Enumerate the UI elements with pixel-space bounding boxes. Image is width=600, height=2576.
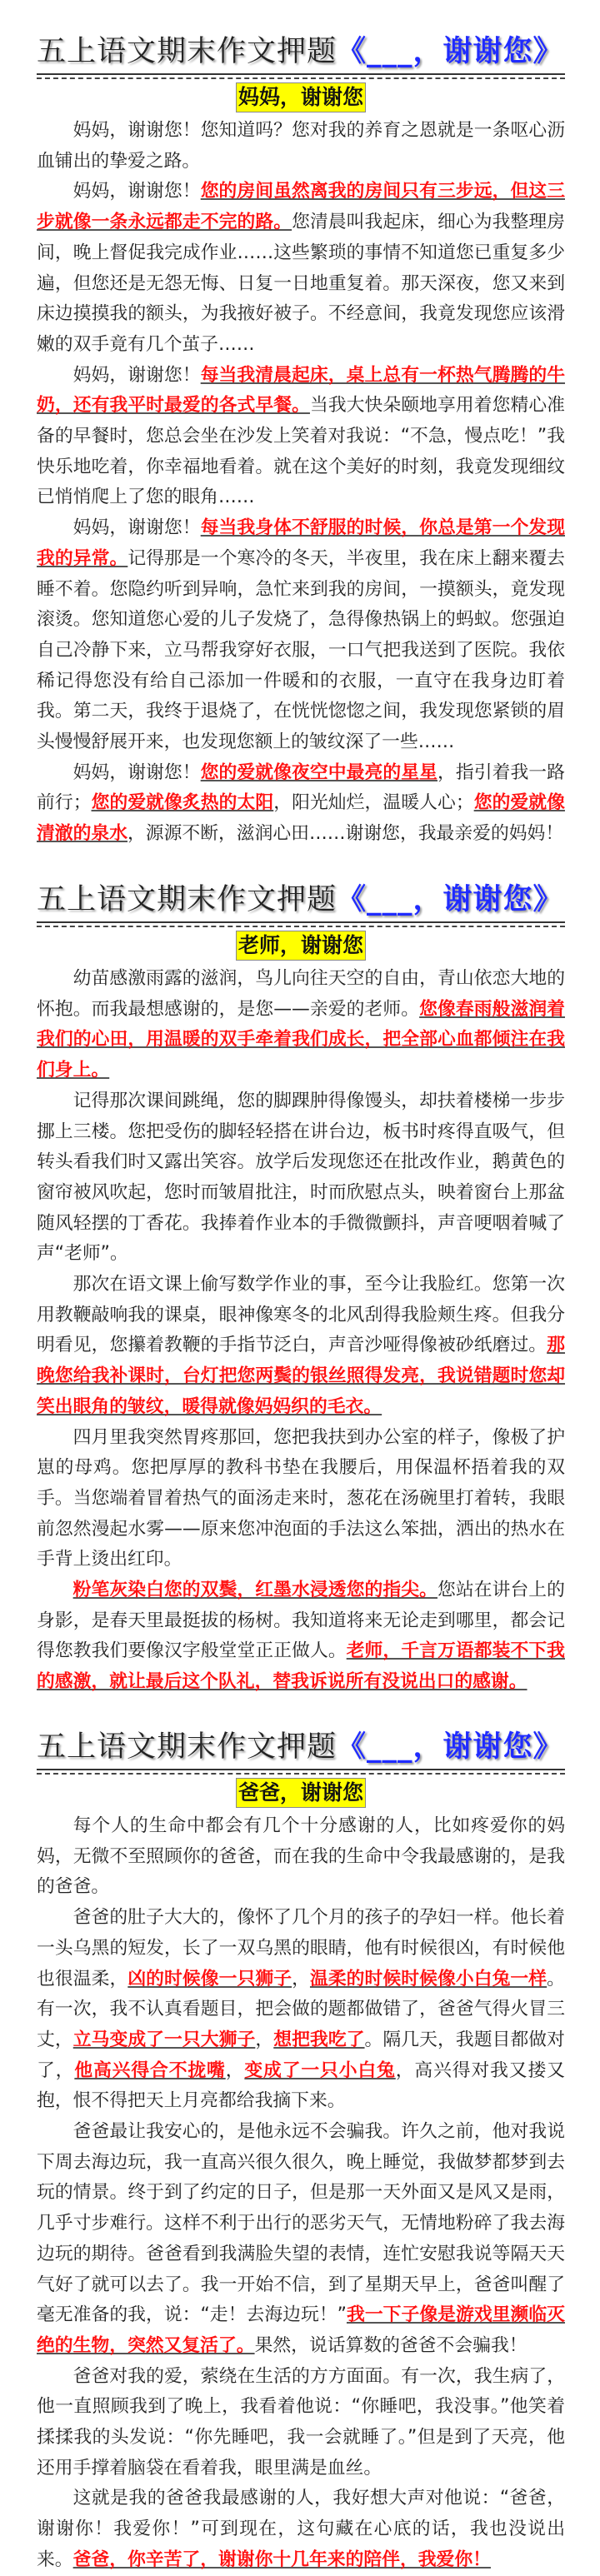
essay-body — [37, 1811, 565, 2576]
text-segment: ， — [225, 2059, 245, 2081]
title-prefix: 五上语文期末作文押题 — [37, 35, 338, 68]
title-topic: 《___，谢谢您》 — [337, 1730, 563, 1764]
highlighted-sentence: 我一下子像是游戏里濒临灭绝的生物，突然又复活了。 — [37, 2304, 565, 2356]
essay-section-mother — [37, 32, 565, 850]
text-segment: ，高兴得对我又搂又抱，恨不得把天上月亮都给我摘下来。 — [37, 2059, 565, 2112]
highlighted-sentence: 每当我清晨起床，桌上总有一杯热气腾腾的牛奶，还有我平时最爱的各式早餐。 — [37, 364, 565, 417]
text-segment: 妈妈，谢谢您！ — [72, 761, 201, 783]
essay-section-father — [37, 1727, 565, 2576]
title-prefix: 五上语文期末作文押题 — [37, 883, 338, 916]
text-segment: 那次在语文课上偷写数学作业的事，至今让我脸红。您第一次用教鞭敲响我的课桌，眼神像寒冬的北风刮得我脸颊生疼。但我分明看见，您攥着教鞭的手指节泛白，声音沙哑得像被砂纸磨过。 — [37, 1274, 565, 1356]
title-dashed-rule — [37, 77, 565, 79]
text-segment: ，源源不断，滋润心田……谢谢您，我最亲爱的妈妈！ — [128, 823, 564, 845]
text-segment: 果然，说话算数的爸爸不会骗我！ — [254, 2334, 528, 2356]
text-segment: ， — [255, 2029, 274, 2050]
highlighted-sentence: 想把我吃了 — [273, 2029, 365, 2050]
text-segment: 妈妈，谢谢您！ — [72, 364, 201, 386]
highlighted-sentence: 爸爸，你辛苦了，谢谢你十几年来的陪伴，我爱你！ — [72, 2549, 491, 2570]
text-segment: 。有一次，我不认真看题目，把会做的题都做错了，爸爸气得火冒三丈， — [37, 1968, 565, 2050]
text-segment: 。隔几天，我题目都做对了， — [37, 2029, 565, 2081]
essay-heading: 妈妈，谢谢您 — [236, 82, 366, 112]
title-rule — [37, 1769, 565, 1770]
paragraph — [37, 177, 565, 360]
page-title — [37, 880, 565, 920]
text-segment: 您站在讲台上的身影，是春天里最挺拔的杨树。我知道将来无论走到哪里，都会记得您教我们要像汉字般堂堂正正做人。 — [37, 1580, 565, 1662]
title-dashed-rule — [37, 926, 565, 927]
paragraph — [37, 2362, 565, 2484]
highlighted-sentence: 您像春雨般滋润着我们的心田，用温暖的双手牵着我们成长，把全部心血都倾注在我们身上。 — [37, 998, 565, 1081]
essay-heading: 老师，谢谢您 — [236, 931, 366, 961]
title-prefix: 五上语文期末作文押题 — [37, 1730, 338, 1764]
text-segment: 四月里我突然胃疼那回，您把我扶到办公室的样子，像极了护崽的母鸡。您把厚厚的教科书垫在我腰后，用保温杯捂着我的双手。当您端着冒着热气的面汤走来时，葱花在汤碗里打着转，我眼前忽然漫起水雾——原来您冲泡面的手法这么笨拙，洒出的热水在手背上烫出红印。 — [37, 1426, 565, 1570]
paragraph — [37, 2484, 565, 2575]
highlighted-sentence: 您的爱就像炙热的太阳 — [91, 792, 274, 814]
text-segment: 每个人的生命中都会有几个十分感谢的人，比如疼爱你的妈妈，无微不至照顾你的爸爸，而在我的生命中令我最感谢的，是我的爸爸。 — [37, 1815, 565, 1898]
text-segment: 记得那是一个寒冷的冬天，半夜里，我在床上翻来覆去睡不着。您隐约听到异响，急忙来到我的房间，一摸额头，竟发现滚烫。您知道您心爱的儿子发烧了，急得像热锅上的蚂蚁。您强迫自己冷静下来，立马帮我穿好衣服，一口气把我送到了医院。我依稀记得您没有给自己添加一件暖和的衣服，一直守在我身边盯着我。第二天，我终于退烧了，在恍恍惚惚之间，我发现您紧锁的眉头慢慢舒展开来，也发现您额上的皱纹深了一些…… — [37, 547, 565, 753]
title-topic: 《___，谢谢您》 — [337, 35, 563, 68]
highlighted-sentence: 那晚您给我补课时，台灯把您两鬓的银丝照得发亮，我说错题时您却笑出眼角的皱纹，暖得就像妈妈织的毛衣。 — [37, 1335, 565, 1417]
highlighted-sentence: 粉笔灰染白您的双鬓，红墨水浸透您的指尖。 — [72, 1580, 438, 1601]
text-segment: ，指引着我一路前行； — [37, 761, 565, 814]
paragraph — [37, 1575, 565, 1698]
essay-body — [37, 964, 565, 1698]
paragraph — [37, 1903, 565, 2117]
paragraph — [37, 758, 565, 850]
paragraph — [37, 2117, 565, 2362]
title-rule — [37, 921, 565, 923]
text-segment: 记得那次课间跳绳，您的脚踝肿得像馒头，却扶着楼梯一步步挪上三楼。您把受伤的脚轻轻搭在讲台边，板书时疼得直吸气，但转头看我们时又露出笑容。放学后发现您还在批改作业，鹅黄色的窗帘被风吹起，您时而皱眉批注，时而欣慰点头，映着窗台上那盆随风轻摆的丁香花。我捧着作业本的手微微颤抖，声音哽咽着喊了声“老师”。 — [37, 1090, 565, 1265]
text-segment: 爸爸对我的爱，萦绕在生活的方方面面。有一次，我生病了，他一直照顾我到了晚上，我看着他说：“你睡吧，我没事。”他笑着 揉揉我的头发说：“你先睡吧，我一会就睡了。”但是到了天亮，他还用手撑着脑袋在看着我，眼里满是血丝。 — [37, 2365, 565, 2479]
text-segment: 妈妈，谢谢您！您知道吗？您对我的养育之恩就是一条呕心沥血铺出的挚爱之路。 — [37, 120, 565, 172]
text-segment: 妈妈，谢谢您！ — [72, 181, 201, 202]
text-segment: 您清晨叫我起床，细心为我整理房间，晚上督促我完成作业……这些繁琐的事情不知道您已重复多少遍，但您还是无怨无悔、日复一日地重复着。那天深夜，您又来到床边摸摸我的额头，为我掖好被子。不经意间，我竟发现您应该滑嫩的双手竟有几个茧子…… — [37, 212, 565, 355]
essay-section-teacher — [37, 880, 565, 1698]
highlighted-sentence: 您的爱就像清澈的泉水 — [37, 792, 565, 845]
text-segment: 爸爸最让我安心的，是他永远不会骗我。许久之前，他对我说下周去海边玩，我一直高兴很久很久，晚上睡觉，我做梦都梦到去玩的情景。终于到了约定的日子，但是那一天外面又是风又是雨，几乎寸步难行。这样不利于出行的恶劣天气，无情地粉碎了我去海边玩的期待。爸爸看到我满脸失望的表情，连忙安慰我说等隔天天气好了就可以去了。我一开始不信，到了星期天早上，爸爸叫醒了毫无准备的我，说：“走！去海边玩！” — [37, 2121, 565, 2326]
text-segment: 妈妈，谢谢您！ — [72, 517, 201, 539]
essay-body — [37, 116, 565, 850]
title-dashed-rule — [37, 1773, 565, 1775]
paragraph — [37, 1086, 565, 1270]
text-segment: 当我大快朵颐地享用着您精心准备的早餐时，您总会坐在沙发上笑着对我说：“不急，慢点吃！”我快乐地吃着，你幸福地看着。就在这个美好的时刻，我竟发现细纹已悄悄爬上了您的眼角…… — [37, 395, 565, 508]
page-title — [37, 1727, 565, 1767]
highlighted-sentence: 您的爱就像夜空中最亮的星星 — [200, 761, 438, 783]
paragraph — [37, 964, 565, 1086]
text-segment: 幼苗感激雨露的滋润，鸟儿向往天空的自由，青山依恋大地的怀抱。而我最想感谢的，是您——亲爱的老师。 — [37, 968, 565, 1020]
paragraph — [37, 116, 565, 177]
highlighted-sentence: 立马变成了一只大狮子 — [72, 2029, 256, 2050]
paragraph — [37, 361, 565, 514]
paragraph — [37, 1270, 565, 1423]
text-segment: 这就是我的爸爸我最感谢的人，我好想大声对他说：“爸爸，谢谢你！我爱你！”可到现在，这句藏在心底的话，我也没说出来。 — [37, 2488, 565, 2570]
paragraph — [37, 1423, 565, 1576]
text-segment: ，阳光灿烂，温暖人心； — [273, 792, 474, 814]
highlighted-sentence: 老师，千言万语都装不下我的感激，就让最后这个队礼，替我诉说所有没说出口的感谢。 — [37, 1640, 565, 1693]
text-segment: ， — [292, 1968, 310, 1989]
text-segment: 爸爸的肚子大大的，像怀了几个月的孩子的孕妇一样。他长着一头乌黑的短发，长了一双乌黑的眼睛，他有时候很凶，有时候他也很温柔， — [37, 1907, 565, 1989]
highlighted-sentence: 温柔的时候时候像小白兔一样 — [309, 1968, 548, 1989]
highlighted-sentence: 他高兴得合不拢嘴 — [74, 2059, 226, 2081]
title-topic: 《___，谢谢您》 — [337, 883, 563, 916]
essay-heading: 爸爸，谢谢您 — [236, 1778, 366, 1808]
highlighted-sentence: 变成了一只小白兔 — [244, 2059, 396, 2081]
page-title — [37, 32, 565, 72]
highlighted-sentence: 凶的时候像一只狮子 — [128, 1968, 292, 1989]
title-rule — [37, 73, 565, 75]
highlighted-sentence: 每当我身体不舒服的时候，你总是第一个发现我的异常。 — [37, 517, 565, 569]
highlighted-sentence: 您的房间虽然离我的房间只有三步远，但这三步就像一条永远都走不完的路。 — [37, 181, 565, 233]
paragraph — [37, 1811, 565, 1903]
paragraph — [37, 513, 565, 758]
